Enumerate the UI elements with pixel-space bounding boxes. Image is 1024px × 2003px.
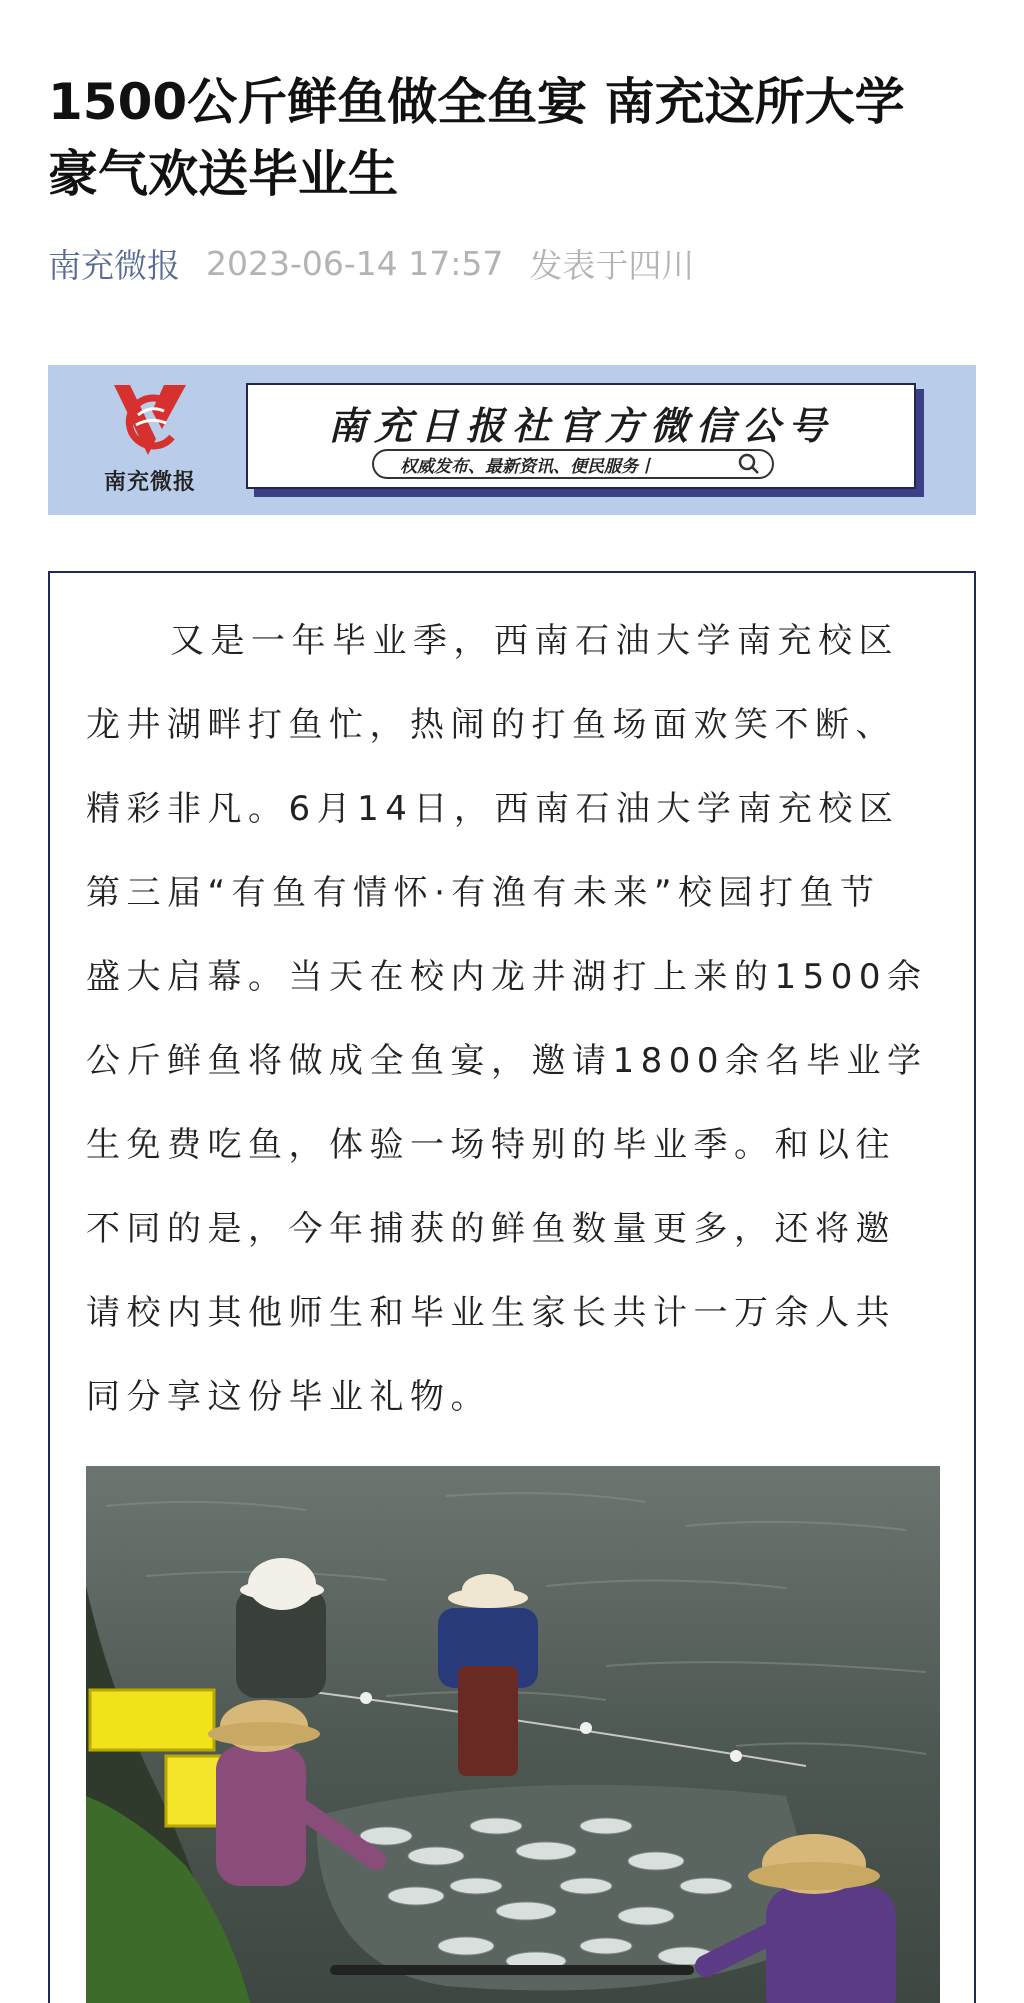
banner-board [246, 383, 916, 489]
body-line: 不同的是，今年捕获的鲜鱼数量更多，还将邀 [86, 1209, 896, 1249]
account-banner[interactable] [48, 365, 976, 515]
publish-date: 2023-06-14 17:57 [206, 243, 504, 283]
title-line-1: 1500公斤鲜鱼做全鱼宴 南充这所大学 [48, 73, 905, 131]
home-indicator [330, 1965, 694, 1975]
body-line: 生免费吃鱼，体验一场特别的毕业季。和以往 [86, 1125, 896, 1165]
body-paragraph [86, 599, 942, 1439]
search-icon [738, 453, 760, 475]
publish-location: 发表于四川 [529, 245, 695, 285]
body-line: 第三届“有鱼有情怀·有渔有未来”校园打鱼节 [86, 873, 881, 913]
article-photo[interactable] [86, 1466, 940, 2003]
fishing-photo [86, 1466, 940, 2003]
body-line: 精彩非凡。6月14日，西南石油大学南充校区 [86, 789, 900, 829]
banner-title: 南充日报社官方微信公号 [327, 404, 834, 448]
body-line: 请校内其他师生和毕业生家长共计一万余人共 [86, 1293, 896, 1333]
article-title [48, 66, 978, 210]
title-line-2: 豪气欢送毕业生 [48, 145, 398, 203]
article-body [48, 571, 976, 2003]
body-line: 又是一年毕业季，西南石油大学南充校区 [170, 621, 899, 661]
article-meta [48, 240, 694, 286]
body-line: 同分享这份毕业礼物。 [86, 1377, 491, 1417]
body-line: 盛大启幕。当天在校内龙井湖打上来的1500余 [86, 957, 928, 997]
banner-search-bar [372, 449, 774, 479]
author-link[interactable]: 南充微报 [48, 245, 180, 285]
body-line: 公斤鲜鱼将做成全鱼宴，邀请1800余名毕业学 [86, 1041, 928, 1081]
account-logo [90, 381, 210, 496]
body-line: 龙井湖畔打鱼忙，热闹的打鱼场面欢笑不断、 [86, 705, 896, 745]
banner-search-text: 权威发布、最新资讯、便民服务丨 [400, 456, 655, 477]
logo-text: 南充微报 [103, 470, 196, 495]
logo-icon [108, 381, 192, 463]
